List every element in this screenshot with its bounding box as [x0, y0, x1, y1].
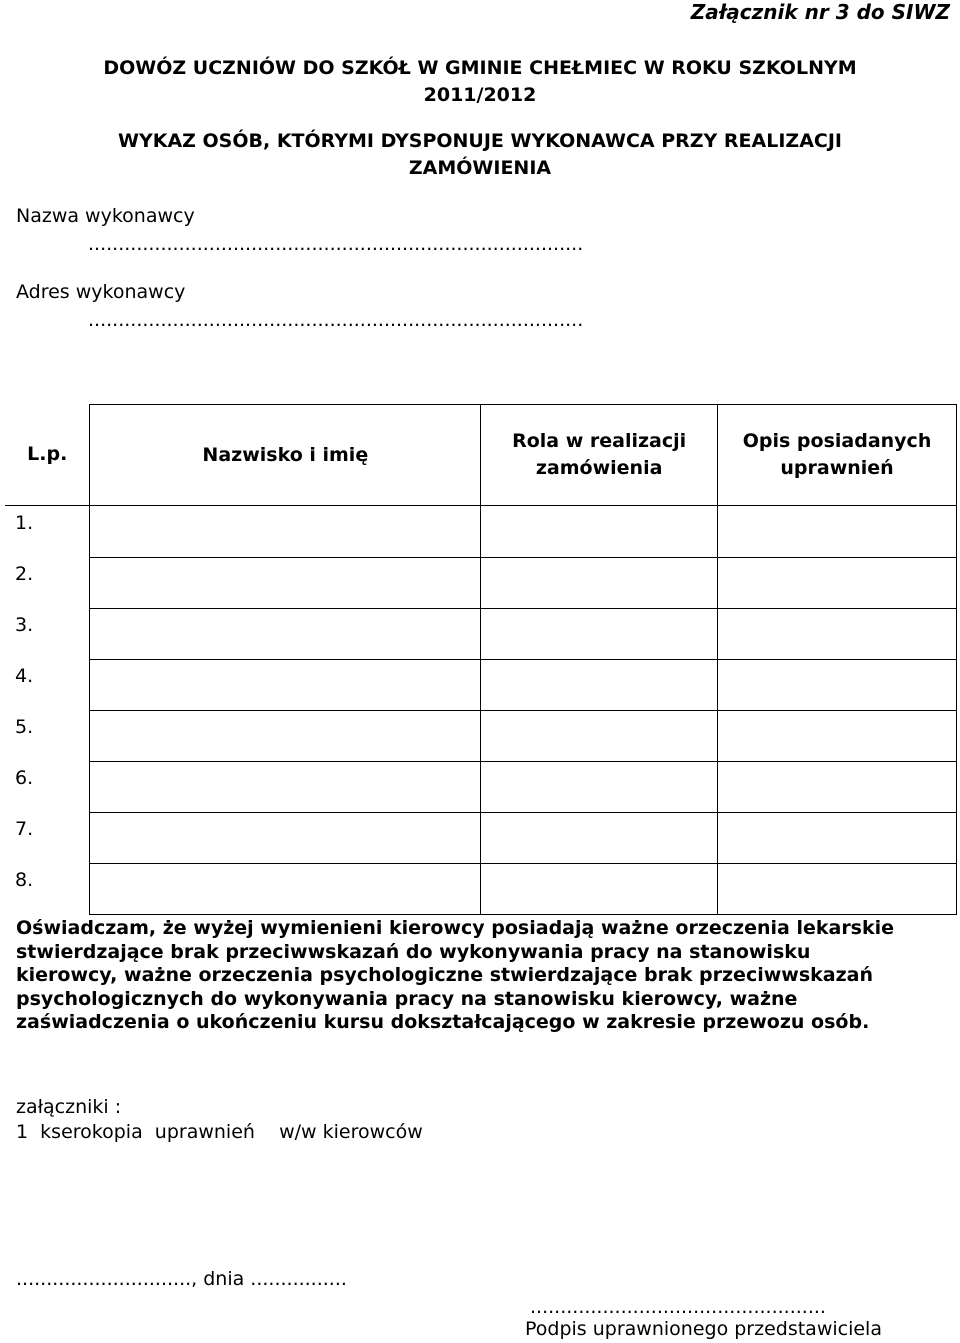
table-row: [5, 863, 957, 914]
name-cell[interactable]: [90, 506, 481, 558]
name-cell[interactable]: [90, 608, 481, 659]
contractor-name-label: Nazwa wykonawcy: [16, 205, 195, 227]
row-number: 2.: [5, 557, 90, 608]
attachment-item: 1 kserokopia uprawnień w/w kierowców: [16, 1121, 423, 1143]
signature-label: Podpis uprawnionego przedstawiciela: [525, 1318, 882, 1340]
name-cell[interactable]: [90, 812, 481, 863]
row-number: 6.: [5, 761, 90, 812]
document-subtitle: [0, 128, 960, 182]
row-number: 8.: [5, 863, 90, 914]
name-cell[interactable]: [90, 863, 481, 914]
date-line[interactable]: ............................., dnia ................: [16, 1268, 347, 1290]
qualifications-cell[interactable]: [718, 761, 957, 812]
contractor-name-field[interactable]: ..................................................................................: [88, 233, 584, 255]
role-cell[interactable]: [481, 506, 718, 558]
table-row: [5, 812, 957, 863]
document-subtitle-line2: ZAMÓWIENIA: [408, 157, 552, 179]
qualifications-cell[interactable]: [718, 557, 957, 608]
qualifications-cell[interactable]: [718, 506, 957, 558]
qualifications-cell[interactable]: [718, 863, 957, 914]
row-number: 4.: [5, 659, 90, 710]
row-number: 1.: [5, 506, 90, 558]
qualifications-cell[interactable]: [718, 812, 957, 863]
name-cell[interactable]: [90, 761, 481, 812]
contractor-address-label: Adres wykonawcy: [16, 281, 186, 303]
row-number: 3.: [5, 608, 90, 659]
name-cell[interactable]: [90, 659, 481, 710]
row-number: 5.: [5, 710, 90, 761]
attachment-label: Załącznik nr 3 do SIWZ: [690, 0, 950, 24]
header-lp: L.p.: [5, 405, 90, 506]
role-cell[interactable]: [481, 863, 718, 914]
table-row: [5, 506, 957, 558]
qualifications-cell[interactable]: [718, 659, 957, 710]
role-cell[interactable]: [481, 608, 718, 659]
contractor-address-field[interactable]: ..................................................................................: [88, 309, 584, 331]
role-cell[interactable]: [481, 557, 718, 608]
document-title-line1: DOWÓZ UCZNIÓW DO SZKÓŁ W GMINIE CHEŁMIEC W ROKU SZKOLNYM: [103, 57, 857, 79]
qualifications-cell[interactable]: [718, 710, 957, 761]
name-cell[interactable]: [90, 557, 481, 608]
name-cell[interactable]: [90, 710, 481, 761]
table-row: [5, 608, 957, 659]
table-row: [5, 761, 957, 812]
header-name: Nazwisko i imię: [90, 405, 481, 506]
signature-field[interactable]: .................................................: [530, 1296, 826, 1318]
role-cell[interactable]: [481, 761, 718, 812]
qualifications-cell[interactable]: [718, 608, 957, 659]
role-cell[interactable]: [481, 812, 718, 863]
header-qualifications: Opis posiadanych uprawnień: [718, 405, 957, 506]
table-header-row: [5, 405, 957, 506]
document-title-line2: 2011/2012: [423, 84, 537, 106]
document-subtitle-line1: WYKAZ OSÓB, KTÓRYMI DYSPONUJE WYKONAWCA PRZY REALIZACJI: [118, 130, 842, 152]
personnel-table: [5, 404, 957, 915]
document-title: [0, 55, 960, 109]
attachments-label: załączniki :: [16, 1096, 122, 1118]
table-row: [5, 710, 957, 761]
header-role: Rola w realizacji zamówienia: [481, 405, 718, 506]
declaration-text: Oświadczam, że wyżej wymienieni kierowcy posiadają ważne orzeczenia lekarskie stwierdzające brak przeciwwskazań do wykonywania pracy na stanowisku kierowcy, ważne orzeczenia psychologiczne stwierdzające brak przeciwwskazań psychologicznych do wykonywania pracy na stanowisku kierowcy, ważne zaświadczenia o ukończeniu kursu dokształcającego w zakresie przewozu osób.: [16, 917, 895, 1033]
role-cell[interactable]: [481, 659, 718, 710]
row-number: 7.: [5, 812, 90, 863]
role-cell[interactable]: [481, 710, 718, 761]
table-row: [5, 659, 957, 710]
table-row: [5, 557, 957, 608]
